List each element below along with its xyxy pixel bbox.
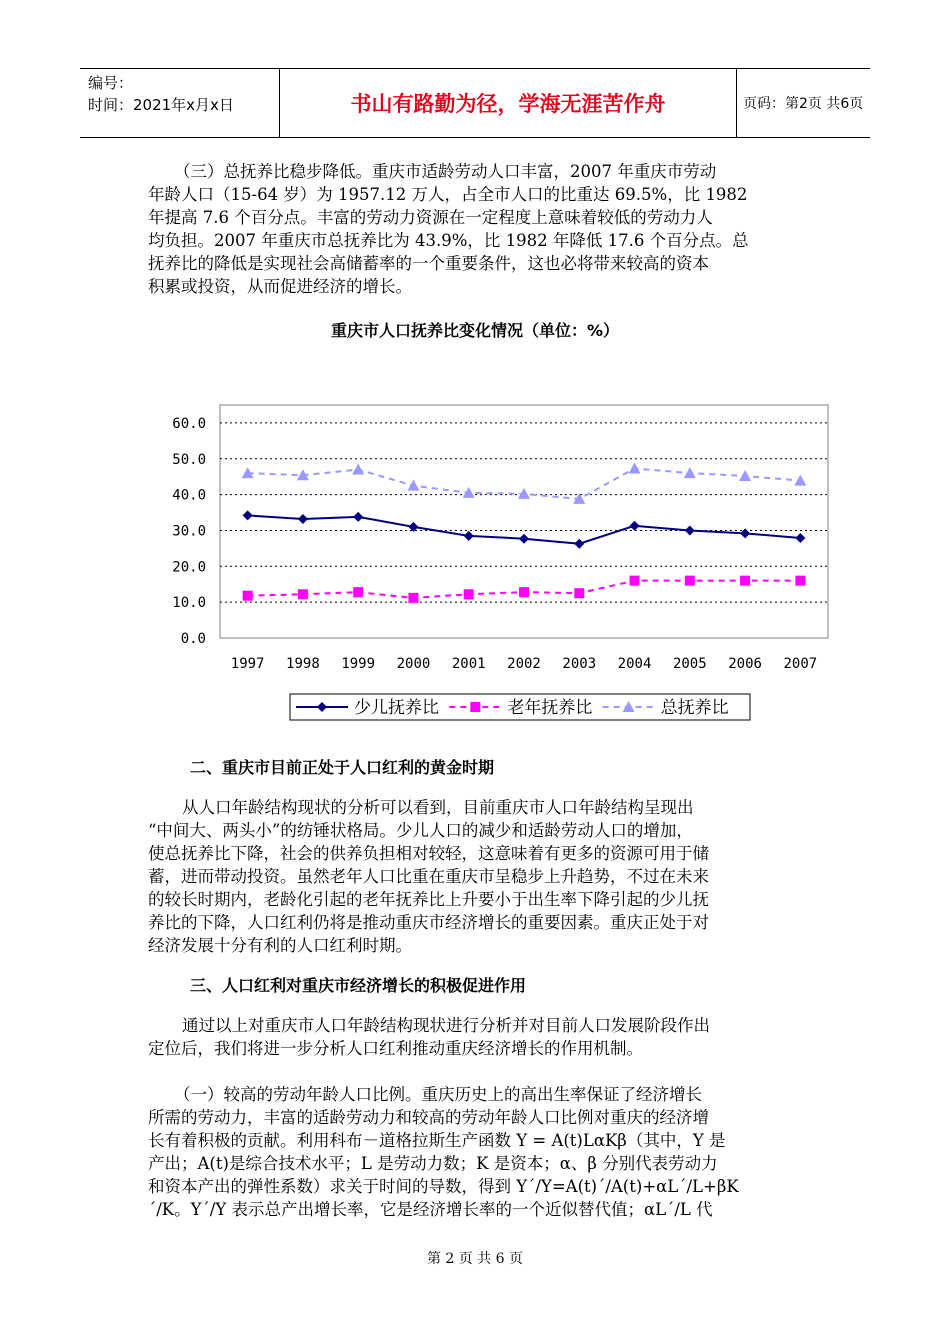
text-line: “中间大、两头小”的纺锤状格局。少儿人口的减少和适龄劳动人口的增加， bbox=[148, 821, 693, 840]
header-time: 时间：2021年x月x日 bbox=[88, 96, 234, 114]
x-tick-label: 1998 bbox=[286, 656, 320, 672]
y-tick-label: 10.0 bbox=[172, 595, 206, 612]
legend-label: 老年抚养比 bbox=[507, 698, 593, 718]
data-point bbox=[519, 587, 529, 597]
paragraph-labor-ratio bbox=[148, 1083, 802, 1221]
paragraph-mechanism-intro bbox=[148, 1014, 802, 1060]
header-page: 页码：第2页 共6页 bbox=[743, 96, 864, 112]
paragraph-total-dependency bbox=[148, 160, 802, 298]
header-meta bbox=[80, 69, 280, 137]
x-tick-label: 2007 bbox=[783, 656, 818, 672]
x-tick-label: 2006 bbox=[728, 656, 762, 672]
data-point bbox=[464, 589, 474, 599]
text-line: 抚养比的降低是实现社会高储蓄率的一个重要条件，这也必将带来较高的资本 bbox=[148, 254, 709, 273]
page-header bbox=[80, 68, 870, 138]
text-line: 积累或投资，从而促进经济的增长。 bbox=[148, 277, 412, 296]
chart-title: 重庆市人口抚养比变化情况（单位：%） bbox=[330, 321, 620, 340]
text-line: （三）总抚养比稳步降低。重庆市适龄劳动人口丰富，2007 年重庆市劳动 bbox=[174, 162, 717, 181]
text-line: 使总抚养比下降，社会的供养负担相对较轻，这意味着有更多的资源可用于储 bbox=[148, 844, 709, 863]
header-number: 编号： bbox=[88, 74, 134, 92]
x-tick-label: 1999 bbox=[341, 656, 376, 672]
x-tick-label: 2000 bbox=[396, 656, 431, 672]
text-line: 长有着积极的贡献。利用科布－道格拉斯生产函数 Y = A(t)LαKβ（其中，Y 是 bbox=[148, 1131, 726, 1150]
y-tick-label: 0.0 bbox=[180, 631, 206, 647]
data-point bbox=[408, 593, 418, 603]
y-tick-label: 40.0 bbox=[172, 487, 206, 504]
page-footer: 第 2 页 共 6 页 bbox=[426, 1251, 524, 1267]
data-point bbox=[353, 587, 363, 597]
data-point bbox=[740, 576, 750, 586]
data-point bbox=[685, 576, 695, 586]
data-point bbox=[630, 576, 640, 586]
text-line: 的较长时期内，老龄化引起的老年抚养比上升要小于出生率下降引起的少儿抚 bbox=[148, 890, 709, 909]
text-line: 从人口年龄结构现状的分析可以看到，目前重庆市人口年龄结构呈现出 bbox=[182, 798, 694, 817]
text-line: 所需的劳动力，丰富的适龄劳动力和较高的劳动年龄人口比例对重庆的经济增 bbox=[148, 1108, 709, 1127]
legend-label: 总抚养比 bbox=[660, 698, 729, 718]
data-point bbox=[574, 588, 584, 598]
section-heading-3: 三、人口红利对重庆市经济增长的积极促进作用 bbox=[190, 976, 527, 995]
y-tick-label: 50.0 bbox=[172, 451, 206, 468]
x-tick-label: 2001 bbox=[451, 656, 486, 672]
text-line: 经济发展十分有利的人口红利时期。 bbox=[148, 936, 412, 955]
y-tick-label: 60.0 bbox=[172, 415, 206, 432]
x-tick-label: 2004 bbox=[617, 656, 652, 672]
text-line: 均负担。2007 年重庆市总抚养比为 43.9%，比 1982 年降低 17.6 个百分点。总 bbox=[148, 231, 749, 250]
data-point bbox=[243, 591, 253, 601]
paragraph-demographic-dividend bbox=[148, 796, 802, 957]
text-line: 定位后，我们将进一步分析人口红利推动重庆经济增长的作用机制。 bbox=[148, 1039, 643, 1058]
text-line: 和资本产出的弹性系数）求关于时间的导数，得到 Y´/Y=A(t)´/A(t)+αL´/L+βK bbox=[148, 1177, 739, 1196]
x-tick-label: 2005 bbox=[672, 656, 707, 672]
data-point bbox=[795, 576, 805, 586]
x-tick-label: 2002 bbox=[507, 656, 541, 672]
section-heading-2: 二、重庆市目前正处于人口红利的黄金时期 bbox=[190, 758, 495, 777]
y-tick-label: 30.0 bbox=[172, 523, 206, 540]
plot-area bbox=[220, 405, 828, 638]
x-tick-label: 1997 bbox=[230, 656, 265, 672]
text-line: 年龄人口（15-64 岁）为 1957.12 万人，占全市人口的比重达 69.5%，比 1982 bbox=[148, 185, 748, 204]
x-tick-label: 2003 bbox=[562, 656, 597, 672]
y-tick-label: 20.0 bbox=[172, 559, 206, 576]
legend-label: 少儿抚养比 bbox=[354, 698, 439, 718]
data-point bbox=[298, 589, 308, 599]
text-line: ´/K。Y´/Y 表示总产出增长率，它是经济增长率的一个近似替代值；αL´/L 代 bbox=[148, 1200, 713, 1219]
text-line: 产出；A(t)是综合技术水平；L 是劳动力数；K 是资本；α、β 分别代表劳动力 bbox=[148, 1154, 718, 1173]
dependency-ratio-chart bbox=[150, 385, 840, 730]
text-line: 养比的下降，人口红利仍将是推动重庆市经济增长的重要因素。重庆正处于对 bbox=[148, 913, 709, 932]
text-line: 年提高 7.6 个百分点。丰富的劳动力资源在一定程度上意味着较低的劳动力人 bbox=[148, 208, 713, 227]
text-line: 通过以上对重庆市人口年龄结构现状进行分析并对目前人口发展阶段作出 bbox=[182, 1016, 710, 1035]
legend-marker bbox=[470, 702, 480, 712]
text-line: （一）较高的劳动年龄人口比例。重庆历史上的高出生率保证了经济增长 bbox=[174, 1085, 702, 1104]
text-line: 蓄，进而带动投资。虽然老年人口比重在重庆市呈稳步上升趋势，不过在未来 bbox=[148, 867, 709, 886]
header-motto: 书山有路勤为径，学海无涯苦作舟 bbox=[280, 69, 737, 137]
